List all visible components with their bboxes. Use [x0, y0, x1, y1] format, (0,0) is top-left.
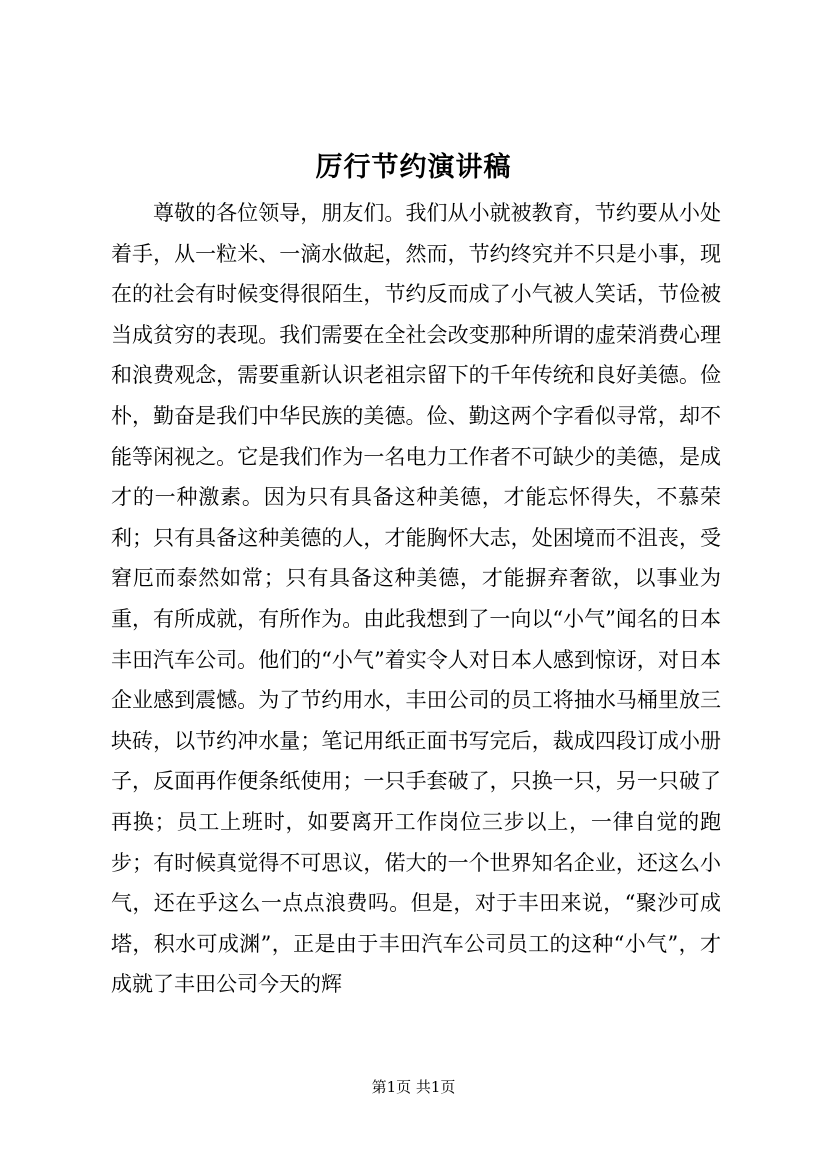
document-title: 厉行节约演讲稿: [315, 152, 512, 183]
speech-body-paragraph: 尊敬的各位领导，朋友们。我们从小就被教育，节约要从小处着手，从一粒米、一滴水做起，然而，节约终究并不只是小事，现在的社会有时候变得很陌生，节约反而成了小气被人笑话，节俭被当成贫穷的表现。我们需要在全社会改变那种所谓的虚荣消费心理和浪费观念，需要重新认识老祖宗留下的千年传统和良好美德。俭朴，勤奋是我们中华民族的美德。俭、勤这两个字看似寻常，却不能等闲视之。它是我们作为一名电力工作者不可缺少的美德，是成才的一种激素。因为只有具备这种美德，才能忘怀得失，不慕荣利；只有具备这种美德的人，才能胸怀大志，处困境而不沮丧，受窘厄而泰然如常；只有具备这种美德，才能摒弃奢欲，以事业为重，有所成就，有所作为。由此我想到了一向以“小气”闻名的日本丰田汽车公司。他们的“小气”着实令人对日本人感到惊讶，对日本企业感到震憾。为了节约用水，丰田公司的员工将抽水马桶里放三块砖，以节约冲水量；笔记用纸正面书写完后，裁成四段订成小册子，反面再作便条纸使用；一只手套破了，只换一只，另一只破了再换；员工上班时，如要离开工作岗位三步以上，一律自觉的跑步；有时候真觉得不可思议，偌大的一个世界知名企业，还这么小气，还在乎这么一点点浪费吗。但是，对于丰田来说，“聚沙可成塔，积水可成渊”，正是由于丰田汽车公司员工的这种“小气”，才成就了丰田公司今天的辉: [111, 201, 721, 997]
page-number-footer: 第1页 共1页: [371, 1078, 456, 1096]
